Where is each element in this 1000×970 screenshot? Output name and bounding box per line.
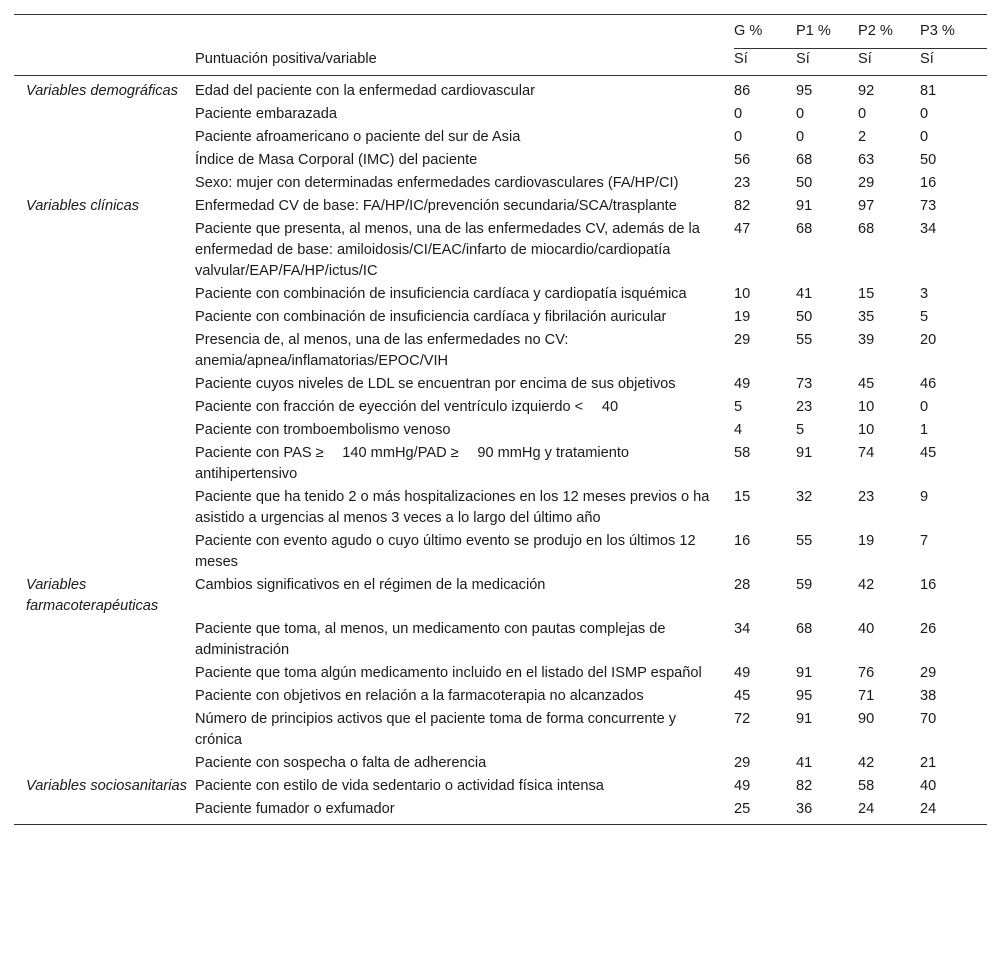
row-variable: Paciente con PAS ≥ 140 mmHg/PAD ≥ 90 mmHg y tratamiento antihipertensivo xyxy=(195,445,629,482)
table-row xyxy=(14,662,987,685)
table-row xyxy=(14,103,987,126)
value-g: 15 xyxy=(734,489,751,505)
row-category: Variables demográficas xyxy=(26,83,178,99)
value-p2: 58 xyxy=(858,778,875,794)
value-p1: 68 xyxy=(796,152,813,168)
header-empty-cell xyxy=(195,15,734,49)
value-g: 86 xyxy=(734,83,751,99)
row-category xyxy=(14,530,195,574)
table-row xyxy=(14,775,987,798)
table-row xyxy=(14,396,987,419)
value-p2: 10 xyxy=(858,399,875,415)
value-g: 29 xyxy=(734,332,751,348)
row-category xyxy=(14,419,195,442)
value-g: 47 xyxy=(734,221,751,237)
row-variable: Paciente con objetivos en relación a la farmacoterapia no alcanzados xyxy=(195,688,644,704)
row-category xyxy=(14,373,195,396)
value-p2: 2 xyxy=(858,129,867,145)
row-category: Variables sociosanitarias xyxy=(26,778,187,794)
row-category: Variables clínicas xyxy=(26,198,140,214)
value-p3: 26 xyxy=(920,621,937,637)
value-p3: 16 xyxy=(920,175,937,191)
table-row xyxy=(14,149,987,172)
value-p1: 50 xyxy=(796,175,813,191)
col-header-p3: P3 % xyxy=(920,15,987,49)
value-p1: 91 xyxy=(796,198,813,214)
table-row xyxy=(14,329,987,373)
subheader-p3: Sí xyxy=(920,51,934,67)
row-variable: Paciente afroamericano o paciente del sur de Asia xyxy=(195,129,521,145)
table-row xyxy=(14,708,987,752)
row-category xyxy=(14,283,195,306)
value-p3: 0 xyxy=(920,129,929,145)
row-variable: Índice de Masa Corporal (IMC) del paciente xyxy=(195,152,478,168)
row-category xyxy=(14,329,195,373)
subheader-p2: Sí xyxy=(858,51,872,67)
value-p1: 0 xyxy=(796,106,805,122)
value-p2: 24 xyxy=(858,798,920,825)
value-g: 10 xyxy=(734,286,751,302)
row-category xyxy=(14,149,195,172)
value-p3: 50 xyxy=(920,152,937,168)
value-p3: 70 xyxy=(920,711,937,727)
table-header xyxy=(14,15,987,76)
table-row xyxy=(14,195,987,218)
row-variable: Paciente que ha tenido 2 o más hospitalizaciones en los 12 meses previos o ha asistido a urgencias al menos 3 veces a lo largo del último año xyxy=(195,489,710,526)
table-row xyxy=(14,419,987,442)
value-p1: 41 xyxy=(796,286,813,302)
value-p2: 19 xyxy=(858,533,875,549)
value-p1: 55 xyxy=(796,533,813,549)
value-p2: 71 xyxy=(858,688,875,704)
value-p2: 35 xyxy=(858,309,875,325)
row-category xyxy=(14,218,195,283)
value-p3: 81 xyxy=(920,83,937,99)
value-p1: 55 xyxy=(796,332,813,348)
row-variable: Paciente cuyos niveles de LDL se encuentran por encima de sus objetivos xyxy=(195,376,676,392)
row-category xyxy=(14,103,195,126)
table-row xyxy=(14,218,987,283)
header-empty-cell xyxy=(14,15,195,49)
value-p1: 91 xyxy=(796,665,813,681)
row-variable: Paciente con tromboembolismo venoso xyxy=(195,422,451,438)
row-variable: Presencia de, al menos, una de las enfermedades no CV: anemia/apnea/inflamatorias/EPOC/VIH xyxy=(195,332,569,369)
row-category xyxy=(14,752,195,775)
value-p3: 16 xyxy=(920,577,937,593)
table-row xyxy=(14,172,987,195)
table-row xyxy=(14,752,987,775)
row-variable: Paciente con sospecha o falta de adherencia xyxy=(195,755,487,771)
value-g: 23 xyxy=(734,175,751,191)
value-p1: 50 xyxy=(796,309,813,325)
value-p1: 95 xyxy=(796,83,813,99)
value-p3: 45 xyxy=(920,445,937,461)
row-category xyxy=(14,662,195,685)
value-g: 49 xyxy=(734,778,751,794)
value-p3: 1 xyxy=(920,422,929,438)
row-variable: Paciente que toma, al menos, un medicamento con pautas complejas de administración xyxy=(195,621,666,658)
table-row xyxy=(14,306,987,329)
value-p1: 36 xyxy=(796,798,858,825)
value-g: 25 xyxy=(734,798,796,825)
value-p2: 40 xyxy=(858,621,875,637)
header-row-sub xyxy=(14,49,987,76)
value-g: 58 xyxy=(734,445,751,461)
value-p2: 42 xyxy=(858,755,875,771)
table-row xyxy=(14,574,987,618)
value-g: 16 xyxy=(734,533,751,549)
row-variable: Paciente con fracción de eyección del ventrículo izquierdo < 40 xyxy=(195,399,619,415)
value-p2: 42 xyxy=(858,577,875,593)
value-p3: 38 xyxy=(920,688,937,704)
row-variable: Enfermedad CV de base: FA/HP/IC/prevención secundaria/SCA/trasplante xyxy=(195,198,677,214)
value-g: 29 xyxy=(734,755,751,771)
value-p3: 9 xyxy=(920,489,929,505)
value-p3: 5 xyxy=(920,309,929,325)
data-table xyxy=(14,14,987,825)
row-category xyxy=(14,486,195,530)
value-p3: 24 xyxy=(920,798,987,825)
row-variable: Paciente embarazada xyxy=(195,106,337,122)
value-p2: 76 xyxy=(858,665,875,681)
row-variable: Sexo: mujer con determinadas enfermedades cardiovasculares (FA/HP/CI) xyxy=(195,175,679,191)
value-p3: 40 xyxy=(920,778,937,794)
table-row xyxy=(14,373,987,396)
value-p2: 29 xyxy=(858,175,875,191)
value-p3: 20 xyxy=(920,332,937,348)
value-p1: 68 xyxy=(796,621,813,637)
value-p2: 63 xyxy=(858,152,875,168)
value-g: 49 xyxy=(734,376,751,392)
value-g: 56 xyxy=(734,152,751,168)
value-p1: 23 xyxy=(796,399,813,415)
value-p2: 97 xyxy=(858,198,875,214)
col-header-g: G % xyxy=(734,15,796,49)
row-category xyxy=(14,442,195,486)
value-p2: 92 xyxy=(858,83,875,99)
row-variable: Paciente con estilo de vida sedentario o actividad física intensa xyxy=(195,778,604,794)
header-variable-label: Puntuación positiva/variable xyxy=(195,50,377,67)
value-p2: 0 xyxy=(858,106,867,122)
table-row xyxy=(14,126,987,149)
col-header-p1: P1 % xyxy=(796,15,858,49)
value-p2: 74 xyxy=(858,445,875,461)
row-variable: Paciente con combinación de insuficiencia cardíaca y cardiopatía isquémica xyxy=(195,286,687,302)
row-variable: Paciente que presenta, al menos, una de las enfermedades CV, además de la enfermedad de base: amiloidosis/CI/EAC/infarto de miocardio/cardiopatía valvular/EAP/FA/HP/ictus/IC xyxy=(195,221,700,279)
value-g: 34 xyxy=(734,621,751,637)
value-p2: 90 xyxy=(858,711,875,727)
row-category xyxy=(14,685,195,708)
value-g: 28 xyxy=(734,577,751,593)
table-row xyxy=(14,618,987,662)
value-g: 0 xyxy=(734,129,743,145)
value-g: 5 xyxy=(734,399,743,415)
value-p1: 59 xyxy=(796,577,813,593)
header-row-columns xyxy=(14,15,987,49)
table-row xyxy=(14,685,987,708)
table-row xyxy=(14,486,987,530)
value-p1: 0 xyxy=(796,129,805,145)
row-category xyxy=(14,172,195,195)
value-g: 72 xyxy=(734,711,751,727)
value-p1: 32 xyxy=(796,489,813,505)
value-p3: 29 xyxy=(920,665,937,681)
value-p3: 0 xyxy=(920,106,929,122)
value-p1: 41 xyxy=(796,755,813,771)
row-category xyxy=(14,618,195,662)
value-p2: 68 xyxy=(858,221,875,237)
value-p3: 0 xyxy=(920,399,929,415)
header-empty-cell xyxy=(14,49,195,76)
col-header-p2: P2 % xyxy=(858,15,920,49)
table-row xyxy=(14,76,987,104)
value-p2: 15 xyxy=(858,286,875,302)
row-category xyxy=(14,306,195,329)
value-p3: 34 xyxy=(920,221,937,237)
row-category xyxy=(14,798,195,825)
value-p1: 91 xyxy=(796,711,813,727)
table-row xyxy=(14,283,987,306)
value-p3: 3 xyxy=(920,286,929,302)
value-p2: 10 xyxy=(858,422,875,438)
row-variable: Edad del paciente con la enfermedad cardiovascular xyxy=(195,83,535,99)
row-variable: Cambios significativos en el régimen de la medicación xyxy=(195,577,546,593)
row-variable: Paciente con combinación de insuficiencia cardíaca y fibrilación auricular xyxy=(195,309,667,325)
value-p3: 46 xyxy=(920,376,937,392)
row-category xyxy=(14,396,195,419)
value-p3: 21 xyxy=(920,755,937,771)
value-g: 45 xyxy=(734,688,751,704)
subheader-g: Sí xyxy=(734,51,748,67)
table-row xyxy=(14,442,987,486)
row-category: Variables farmacoterapéuticas xyxy=(26,577,159,614)
value-p1: 5 xyxy=(796,422,805,438)
value-g: 49 xyxy=(734,665,751,681)
value-g: 0 xyxy=(734,106,743,122)
value-p3: 73 xyxy=(920,198,937,214)
value-g: 19 xyxy=(734,309,751,325)
value-p2: 39 xyxy=(858,332,875,348)
row-category xyxy=(14,126,195,149)
row-category xyxy=(14,708,195,752)
table-row xyxy=(14,798,987,825)
row-variable: Número de principios activos que el paciente toma de forma concurrente y crónica xyxy=(195,711,677,748)
subheader-p1: Sí xyxy=(796,51,810,67)
table-row xyxy=(14,530,987,574)
value-p2: 23 xyxy=(858,489,875,505)
value-p1: 91 xyxy=(796,445,813,461)
row-variable: Paciente con evento agudo o cuyo último evento se produjo en los últimos 12 meses xyxy=(195,533,696,570)
value-p1: 82 xyxy=(796,778,813,794)
row-variable: Paciente que toma algún medicamento incluido en el listado del ISMP español xyxy=(195,665,702,681)
row-variable: Paciente fumador o exfumador xyxy=(195,798,734,825)
value-g: 4 xyxy=(734,422,743,438)
value-p1: 68 xyxy=(796,221,813,237)
value-p3: 7 xyxy=(920,533,929,549)
table-body xyxy=(14,76,987,825)
value-p1: 95 xyxy=(796,688,813,704)
value-p1: 73 xyxy=(796,376,813,392)
value-p2: 45 xyxy=(858,376,875,392)
value-g: 82 xyxy=(734,198,751,214)
